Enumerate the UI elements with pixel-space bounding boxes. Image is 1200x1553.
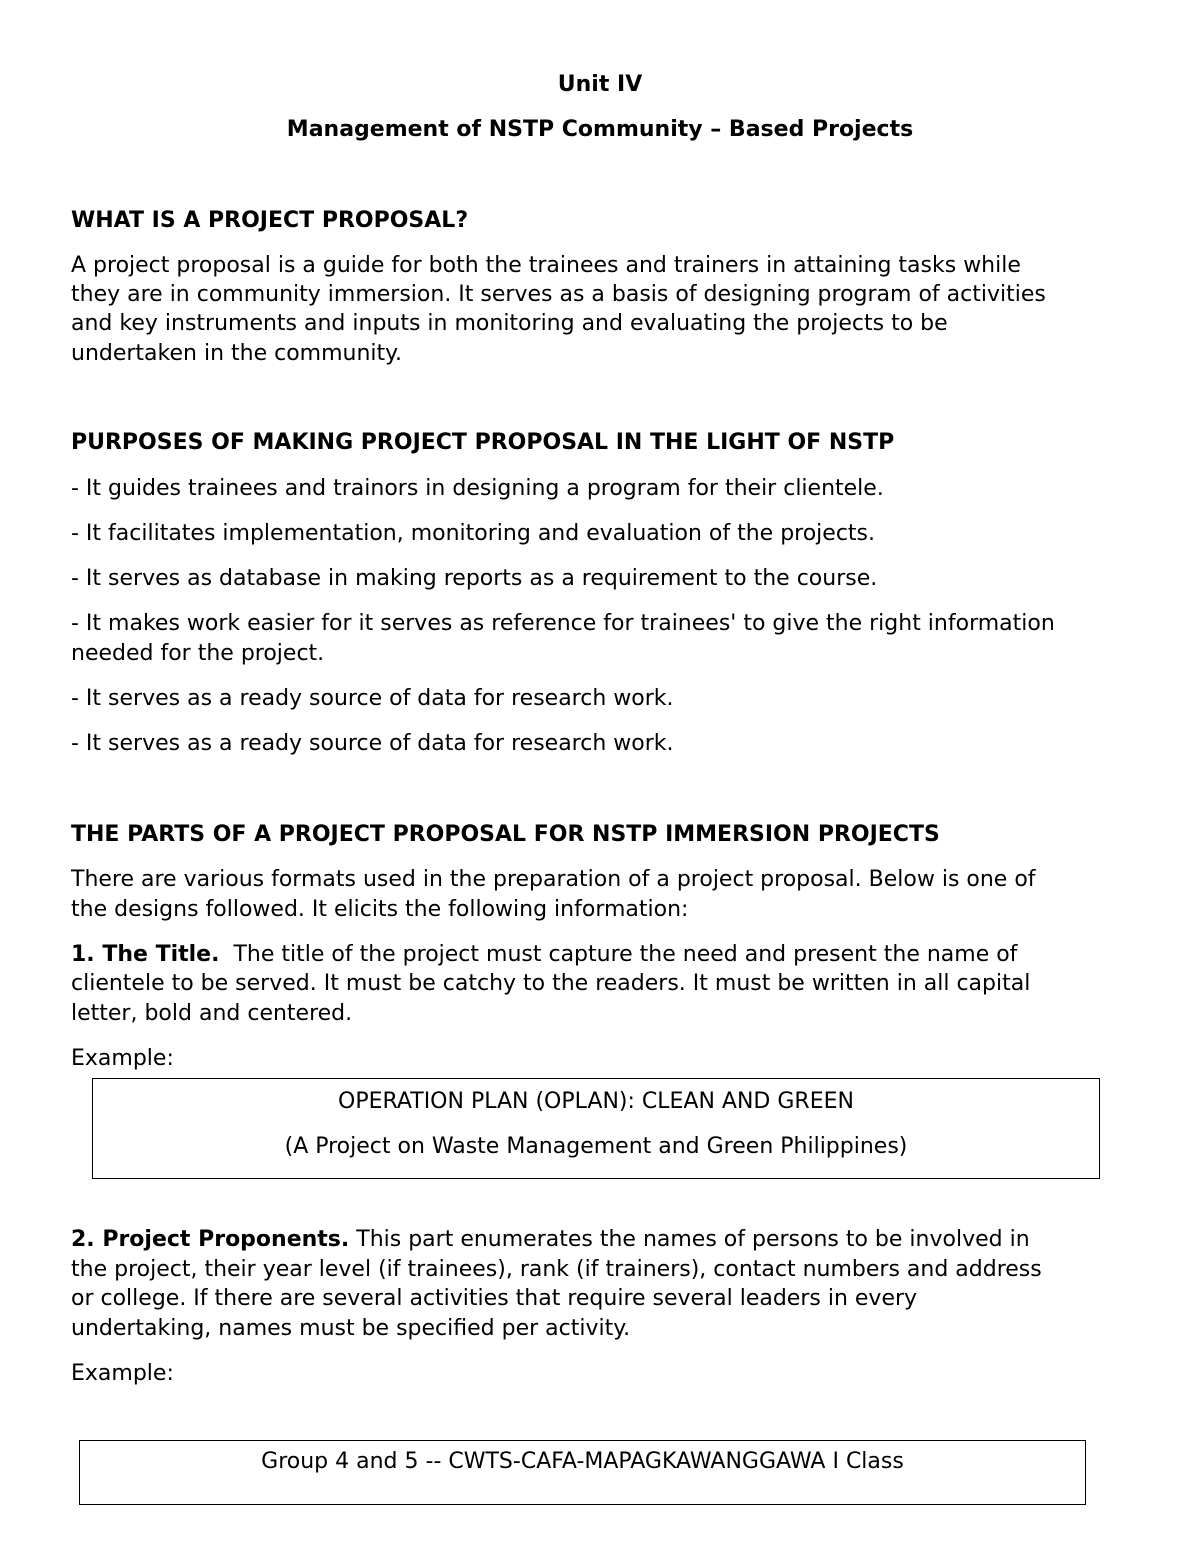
paragraph-line: or college. If there are several activities that require several leaders in every xyxy=(71,1286,918,1311)
list-item: - It guides trainees and trainors in designing a program for their clientele. xyxy=(71,476,884,501)
list-item: - It serves as a ready source of data for research work. xyxy=(71,731,674,756)
part-text: This part enumerates the names of persons to be involved in xyxy=(349,1227,1030,1252)
list-item: - It serves as database in making reports as a requirement to the course. xyxy=(71,566,878,591)
example-box-line: OPERATION PLAN (OPLAN): CLEAN AND GREEN xyxy=(338,1089,854,1114)
part-label: 1. The Title. xyxy=(71,942,220,967)
example-box-line: Group 4 and 5 -- CWTS-CAFA-MAPAGKAWANGGAWA I Class xyxy=(261,1449,904,1474)
example-label: Example: xyxy=(71,1361,174,1386)
section-heading-what-is: WHAT IS A PROJECT PROPOSAL? xyxy=(71,208,469,233)
list-item: - It facilitates implementation, monitoring and evaluation of the projects. xyxy=(71,521,876,546)
section-heading-purposes: PURPOSES OF MAKING PROJECT PROPOSAL IN THE LIGHT OF NSTP xyxy=(71,430,895,455)
paragraph-line: undertaken in the community. xyxy=(71,341,403,366)
unit-title: Unit IV xyxy=(557,72,643,97)
paragraph-line: There are various formats used in the preparation of a project proposal. Below is one of xyxy=(71,867,1036,892)
paragraph-line: the designs followed. It elicits the following information: xyxy=(71,897,689,922)
list-item: - It makes work easier for it serves as reference for trainees' to give the right information xyxy=(71,611,1055,636)
example-box-proponents xyxy=(79,1440,1086,1505)
example-box-line: (A Project on Waste Management and Green Philippines) xyxy=(284,1134,908,1159)
part-title-line xyxy=(71,940,1131,970)
paragraph-line: clientele to be served. It must be catchy to the readers. It must be written in all capital xyxy=(71,971,1031,996)
paragraph-line: and key instruments and inputs in monitoring and evaluating the projects to be xyxy=(71,311,948,336)
paragraph-line: the project, their year level (if trainees), rank (if trainers), contact numbers and address xyxy=(71,1257,1042,1282)
list-item: - It serves as a ready source of data for research work. xyxy=(71,686,674,711)
paragraph-line: undertaking, names must be specified per activity. xyxy=(71,1316,631,1341)
part-proponents-line xyxy=(71,1225,1131,1255)
document-subtitle: Management of NSTP Community – Based Projects xyxy=(286,117,914,142)
list-item-continuation: needed for the project. xyxy=(71,641,325,666)
paragraph-line: A project proposal is a guide for both the trainees and trainers in attaining tasks while xyxy=(71,253,1021,278)
part-label: 2. Project Proponents. xyxy=(71,1227,350,1252)
example-label: Example: xyxy=(71,1046,174,1071)
paragraph-line: they are in community immersion. It serves as a basis of designing program of activities xyxy=(71,282,1046,307)
section-heading-parts: THE PARTS OF A PROJECT PROPOSAL FOR NSTP IMMERSION PROJECTS xyxy=(71,822,940,847)
example-box-title xyxy=(92,1078,1100,1179)
paragraph-line: letter, bold and centered. xyxy=(71,1001,353,1026)
part-text: The title of the project must capture the need and present the name of xyxy=(219,942,1018,967)
